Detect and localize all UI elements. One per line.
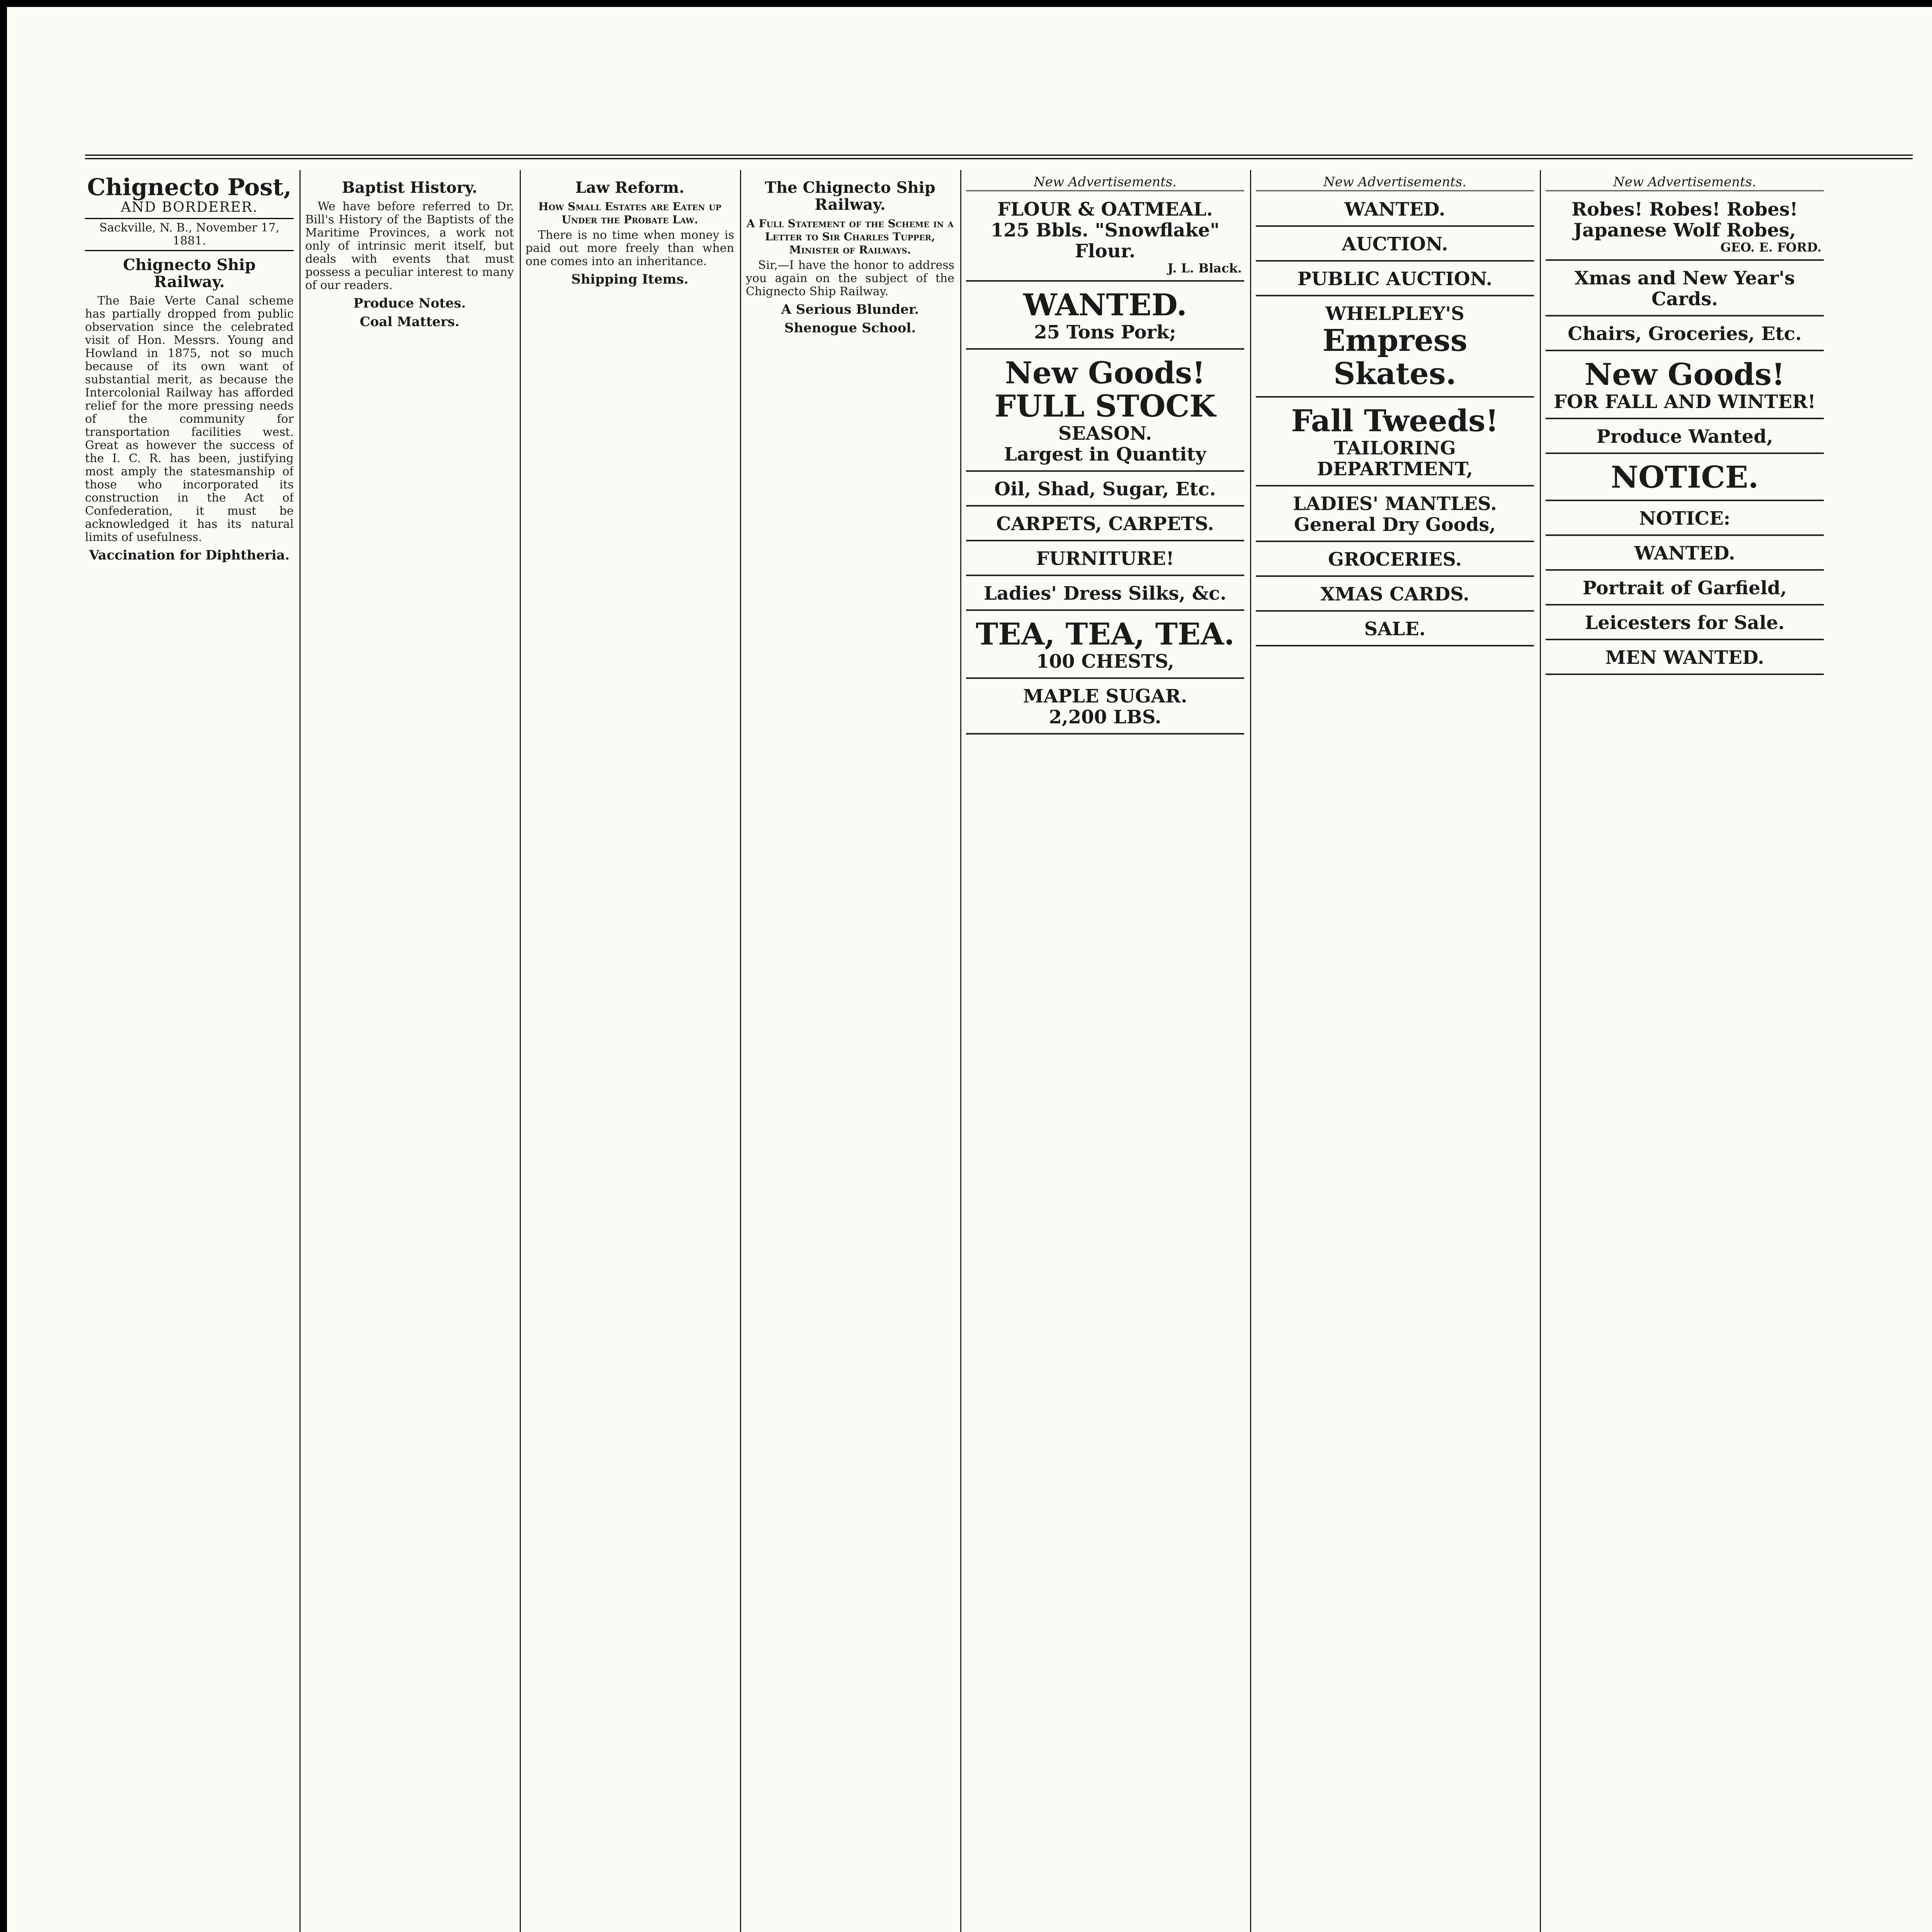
- ad-silks: [966, 579, 1244, 611]
- ad-title: Xmas and New Year's Cards.: [1574, 267, 1795, 310]
- masthead-subtitle: AND BORDERER.: [121, 199, 258, 215]
- ad-robes: [1546, 195, 1824, 261]
- ad-notice: [1546, 457, 1824, 501]
- article-subhead: A Full Statement of the Scheme in a Letter to Sir Charles Tupper, Minister of Railways.: [747, 217, 954, 256]
- ad-signature: GEO. E. FORD.: [1720, 240, 1821, 255]
- ad-wanted: [966, 285, 1244, 350]
- ad-text: TAILORING DEPARTMENT,: [1317, 437, 1473, 480]
- ad-text: SEASON.: [1058, 423, 1152, 444]
- dateline: Sackville, N. B., November 17, 1881.: [85, 218, 294, 251]
- ad-title: CARPETS, CARPETS.: [996, 513, 1214, 535]
- ad-title: WANTED.: [1023, 287, 1187, 323]
- ad-maple: [966, 682, 1244, 735]
- ad-text: 25 Tons Pork;: [1034, 321, 1176, 343]
- article-subheading: Produce Notes.: [353, 296, 466, 311]
- ad-new-goods: [1546, 354, 1824, 419]
- ad-mantles: [1256, 490, 1534, 542]
- ad-text: General Dry Goods,: [1294, 514, 1496, 536]
- ad-text: FOR FALL AND WINTER!: [1553, 391, 1816, 413]
- article-heading: Chignecto Ship Railway.: [123, 256, 256, 291]
- ad-sale: [1256, 615, 1534, 646]
- ad-title: MAPLE SUGAR.: [1023, 685, 1187, 707]
- ad-title: XMAS CARDS.: [1320, 583, 1469, 605]
- ad-text: Empress Skates.: [1322, 323, 1468, 391]
- ad-wanted: [1546, 539, 1824, 571]
- ads-header: New Advertisements.: [1546, 174, 1824, 191]
- article-body: There is no time when money is paid out more freely than when one comes into an inheritance.: [526, 228, 734, 268]
- ad-title: FURNITURE!: [1036, 548, 1174, 570]
- ad-title: PUBLIC AUCTION.: [1297, 268, 1493, 290]
- ad-text: Japanese Wolf Robes,: [1573, 219, 1796, 241]
- ad-title: TEA, TEA, TEA.: [976, 617, 1235, 652]
- ad-title: Leicesters for Sale.: [1585, 612, 1785, 634]
- article-heading: Baptist History.: [342, 179, 478, 197]
- ad-title: WHELPLEY'S: [1325, 303, 1464, 325]
- article-subhead: How Small Estates are Eaten up Under the Probate Law.: [538, 200, 721, 226]
- article-body: We have before referred to Dr. Bill's History of the Baptists of the Maritime Provinces, a work not only of intrinsic merit itself, but deals with events that must possess a peculiar interest to many of our readers.: [305, 200, 514, 292]
- ad-title: Ladies' Dress Silks, &c.: [984, 583, 1226, 604]
- ad-xmas: [1256, 580, 1534, 612]
- ad-skates: [1256, 299, 1534, 398]
- ad-tea: [966, 614, 1244, 679]
- ads-column-3: [1546, 174, 1824, 1932]
- ad-title: Portrait of Garfield,: [1582, 577, 1787, 599]
- ad-title: NOTICE.: [1611, 460, 1759, 495]
- column-3: [526, 174, 734, 1932]
- ad-oil: [966, 475, 1244, 507]
- ad-groceries: [1256, 545, 1534, 577]
- ad-flour: [966, 195, 1244, 282]
- ad-text: 100 CHESTS,: [1036, 651, 1174, 672]
- ad-produce: [1546, 422, 1824, 454]
- column-rule: [1250, 170, 1251, 1932]
- column-rule: [960, 170, 961, 1932]
- column-rule: [1540, 170, 1541, 1932]
- ad-new-goods: [966, 353, 1244, 472]
- column-rule: [299, 170, 301, 1932]
- ad-text: Largest in Quantity: [1004, 444, 1206, 465]
- ad-text: 125 Bbls. "Snowflake" Flour.: [990, 219, 1220, 262]
- ad-furniture: [966, 544, 1244, 576]
- article-body: The Baie Verte Canal scheme has partially dropped from public observation since the celebrated visit of Hon. Messrs. Young and Howland in 1875, not so much because of its own want of substantial merit, as because the Intercolonial Railway has afforded relief for the more pressing needs of the community for transportation facilities west. Great as however the success of the I. C. R. has been, justifying most amply the statesmanship of those who incorporated its construction in the Act of Confederation, it must be acknowledged it has its natural limits of usefulness.: [85, 294, 294, 544]
- ad-title: NOTICE:: [1639, 508, 1731, 529]
- ad-title: Produce Wanted,: [1596, 426, 1773, 447]
- ad-title: WANTED.: [1344, 199, 1446, 220]
- ad-garfield: [1546, 574, 1824, 605]
- ad-text: 2,200 LBS.: [1049, 706, 1162, 728]
- ad-notice-2: [1546, 504, 1824, 536]
- ads-column-1: [966, 174, 1244, 1932]
- article-subheading: Shenogue School.: [784, 320, 916, 336]
- ad-xmas-cards: [1546, 264, 1824, 316]
- article-heading: The Chignecto Ship Railway.: [765, 179, 935, 214]
- ad-title: Oil, Shad, Sugar, Etc.: [994, 478, 1216, 500]
- newspaper-page: [85, 147, 1913, 1932]
- ad-chairs: [1546, 320, 1824, 351]
- article-subheading: Vaccination for Diphtheria.: [89, 548, 290, 563]
- article-subheading: A Serious Blunder.: [781, 302, 919, 317]
- ad-title: New Goods!: [1584, 357, 1785, 392]
- ads-header: New Advertisements.: [966, 174, 1244, 191]
- ad-title: SALE.: [1364, 618, 1426, 640]
- ad-wanted: [1256, 195, 1534, 227]
- ad-title: New Goods!: [1005, 355, 1206, 391]
- column-4: [746, 174, 954, 1932]
- ad-text: FULL STOCK: [994, 389, 1216, 424]
- top-rule: [85, 155, 1913, 159]
- column-2: [305, 174, 514, 1932]
- column-rule: [520, 170, 521, 1932]
- ad-title: Robes! Robes! Robes!: [1571, 199, 1798, 220]
- ad-men-wanted: [1546, 643, 1824, 675]
- ad-carpets: [966, 510, 1244, 541]
- ads-column-2: [1256, 174, 1534, 1932]
- column-1: [85, 174, 294, 1932]
- column-rule: [740, 170, 741, 1932]
- ad-signature: J. L. Black.: [1167, 261, 1242, 276]
- ad-title: WANTED.: [1634, 543, 1735, 564]
- ad-title: Fall Tweeds!: [1291, 403, 1499, 439]
- ad-title: FLOUR & OATMEAL.: [997, 199, 1213, 220]
- article-subheading: Shipping Items.: [571, 272, 689, 287]
- masthead-title: Chignecto Post,: [87, 174, 292, 201]
- ad-leicesters: [1546, 609, 1824, 640]
- ad-tweeds: [1256, 401, 1534, 486]
- article-body: Sir,—I have the honor to address you again on the subject of the Chignecto Ship Railway.: [746, 259, 954, 298]
- article-subheading: Coal Matters.: [359, 314, 460, 330]
- ad-title: Chairs, Groceries, Etc.: [1568, 323, 1802, 345]
- ad-public-auction: [1256, 265, 1534, 296]
- ads-header: New Advertisements.: [1256, 174, 1534, 191]
- ad-title: MEN WANTED.: [1605, 647, 1764, 668]
- ad-title: LADIES' MANTLES.: [1293, 493, 1497, 515]
- ad-title: GROCERIES.: [1328, 549, 1462, 570]
- article-heading: Law Reform.: [575, 179, 685, 197]
- ad-auction: [1256, 230, 1534, 262]
- ad-title: AUCTION.: [1342, 233, 1448, 255]
